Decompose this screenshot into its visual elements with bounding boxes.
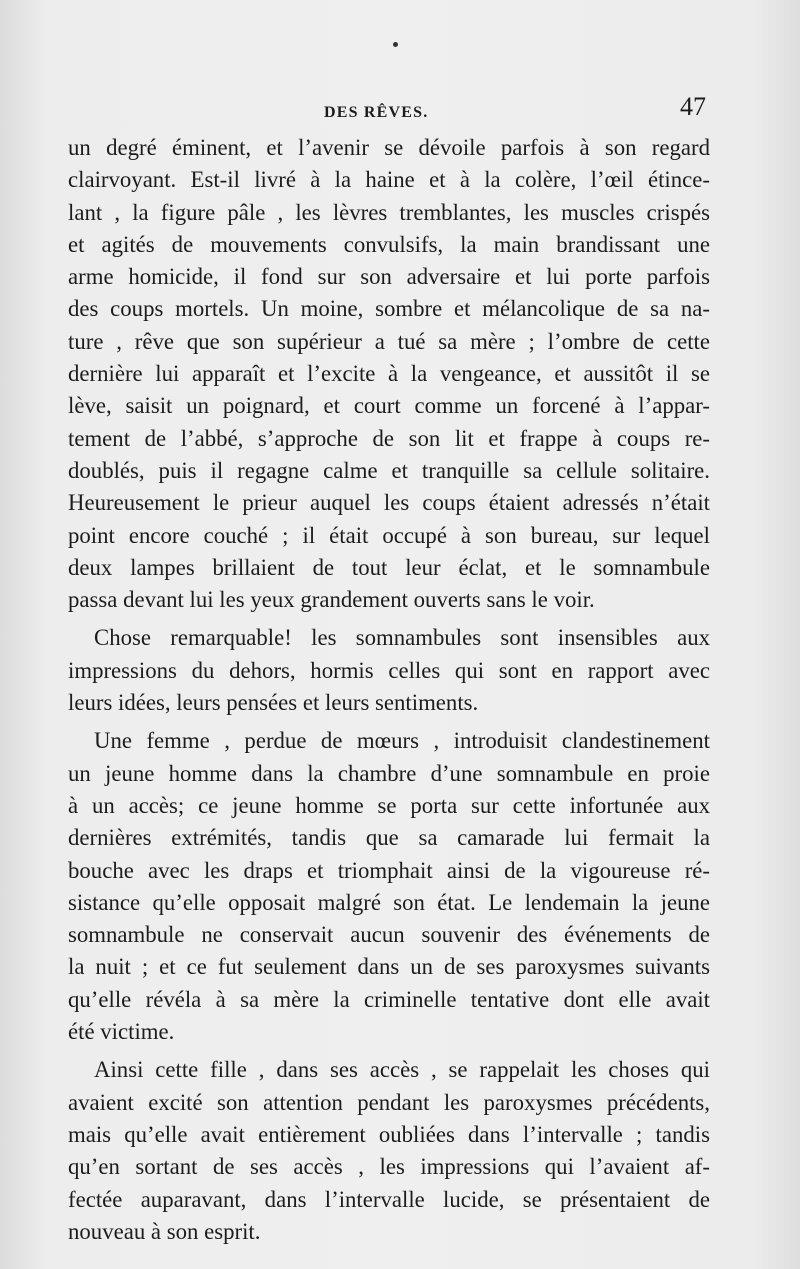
text-line: nouveau à son esprit. bbox=[68, 1218, 261, 1244]
paragraph-4 bbox=[68, 1054, 710, 1248]
text-line: dernière lui apparaît et l’excite à la vengeance, et aussitôt il se bbox=[68, 361, 710, 387]
text-line: point encore couché ; il était occupé à son bureau, sur lequel bbox=[68, 522, 710, 548]
text-line: tement de l’abbé, s’approche de son lit et frappe à coups re- bbox=[68, 425, 710, 451]
text-line: des coups mortels. Un moine, sombre et mélancolique de sa na- bbox=[68, 296, 710, 322]
text-line: somnambule ne conservait aucun souvenir des événements de bbox=[68, 922, 710, 948]
text-line: été victime. bbox=[68, 1019, 175, 1045]
text-line: un degré éminent, et l’avenir se dévoile parfois à son regard bbox=[68, 135, 710, 160]
text-line: mais qu’elle avait entièrement oubliées dans l’intervalle ; tandis bbox=[68, 1121, 710, 1147]
text-line: Ainsi cette fille , dans ses accès , se rappelait les choses qui bbox=[94, 1057, 710, 1083]
text-line: impressions du dehors, hormis celles qui sont en rapport avec bbox=[68, 657, 710, 683]
printer-dot bbox=[393, 42, 398, 47]
text-line: et agités de mouvements convulsifs, la main brandissant une bbox=[68, 231, 710, 257]
paragraph-3 bbox=[68, 725, 710, 1048]
text-line: un jeune homme dans la chambre d’une somnambule en proie bbox=[68, 760, 710, 786]
text-line: sistance qu’elle opposait malgré son état. Le lendemain la jeune bbox=[68, 889, 710, 915]
text-line: clairvoyant. Est-il livré à la haine et à la colère, l’œil étince- bbox=[68, 167, 710, 193]
text-line: qu’elle révéla à sa mère la criminelle tentative dont elle avait bbox=[68, 986, 710, 1012]
text-line: à un accès; ce jeune homme se porta sur cette infortunée aux bbox=[68, 792, 710, 818]
text-line: ture , rêve que son supérieur a tué sa mère ; l’ombre de cette bbox=[68, 328, 710, 354]
text-line: bouche avec les draps et triomphait ainsi de la vigoureuse ré- bbox=[68, 857, 710, 883]
text-line: dernières extrémités, tandis que sa camarade lui fermait la bbox=[68, 825, 710, 851]
text-line: leurs idées, leurs pensées et leurs sentiments. bbox=[68, 690, 479, 716]
paragraph-2 bbox=[68, 622, 710, 719]
body-text bbox=[68, 132, 710, 1248]
text-line: lève, saisit un poignard, et court comme un forcené à l’appar- bbox=[68, 393, 710, 419]
text-line: deux lampes brillaient de tout leur éclat, et le somnambule bbox=[68, 554, 710, 580]
text-line: avaient excité son attention pendant les paroxysmes précédents, bbox=[68, 1089, 710, 1115]
page-number: 47 bbox=[680, 92, 706, 121]
running-header: DES RÊVES. bbox=[324, 104, 429, 121]
text-line: qu’en sortant de ses accès , les impressions qui l’avaient af- bbox=[68, 1154, 710, 1180]
paragraph-1 bbox=[68, 132, 710, 616]
text-line: doublés, puis il regagne calme et tranquille sa cellule solitaire. bbox=[68, 457, 710, 483]
text-line: Heureusement le prieur auquel les coups étaient adressés n’était bbox=[68, 490, 710, 516]
text-line: passa devant lui les yeux grandement ouverts sans le voir. bbox=[68, 587, 595, 613]
text-line: arme homicide, il fond sur son adversaire et lui porte parfois bbox=[68, 264, 710, 290]
text-line: Chose remarquable! les somnambules sont insensibles aux bbox=[94, 625, 710, 651]
text-line: fectée auparavant, dans l’intervalle lucide, se présentaient de bbox=[68, 1186, 710, 1212]
text-line: la nuit ; et ce fut seulement dans un de ses paroxysmes suivants bbox=[68, 954, 710, 980]
text-line: lant , la figure pâle , les lèvres tremblantes, les muscles crispés bbox=[68, 199, 710, 225]
text-line: Une femme , perdue de mœurs , introduisit clandestinement bbox=[94, 728, 710, 754]
